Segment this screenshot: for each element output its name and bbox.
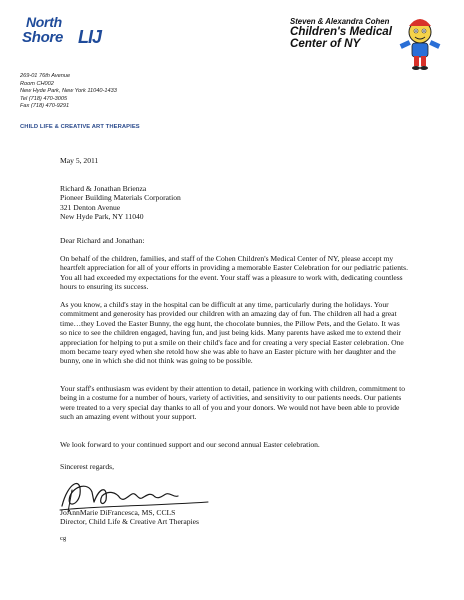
letter-paragraph: We look forward to your continued support and our second annual Easter celebration. xyxy=(60,440,320,449)
logo-word-shore: Shore xyxy=(22,29,64,46)
recipient-line: Richard & Jonathan Brienza xyxy=(60,184,147,193)
phone-line: Tel (718) 470-3005 xyxy=(20,95,68,102)
letter-paragraph: Your staff's enthusiasm was evident by their attention to detail, patience in working with children, commitment to being in a costume for a number of hours, variety of activities, and sensitivity to our patients needs. Our patients were treated to a very special day thanks to all of you and your donors. We would not have been able to provide such an amazing event without your support. xyxy=(60,384,406,422)
typist-initials: cg xyxy=(60,535,67,542)
letter-paragraph: On behalf of the children, families, and staff of the Cohen Children's Medical Center of NY, please accept my heartfelt appreciation for all of your efforts in providing a memorable Easter Celebration for our pediatric patients. You all had exceeded my expectations for the event. Your staff was a pleasure to work with, dedicating countless hours to ensuring its success. xyxy=(60,254,408,292)
address-line: New Hyde Park, New York 11040-1433 xyxy=(20,88,117,95)
address-line: Room CH002 xyxy=(20,80,54,87)
recipient-line: New Hyde Park, NY 11040 xyxy=(60,212,144,222)
signer-title: Director, Child Life & Creative Art Therapies xyxy=(60,517,199,527)
signer-name: JoAnnMarie DiFrancesca, MS, CCLS xyxy=(60,508,176,517)
signer-block xyxy=(60,508,199,527)
logo-word-lij: LIJ xyxy=(78,27,102,47)
salutation: Dear Richard and Jonathan: xyxy=(60,236,145,245)
department-name: CHILD LIFE & CREATIVE ART THERAPIES xyxy=(20,124,140,130)
north-shore-lij-logo xyxy=(18,14,118,56)
hospital-name-line1: Steven & Alexandra Cohen xyxy=(290,17,390,26)
recipient-line: 321 Denton Avenue xyxy=(60,202,121,212)
recipient-address xyxy=(60,184,181,222)
address-block xyxy=(20,73,117,111)
logo-word-north: North xyxy=(26,14,62,30)
letter-paragraph: As you know, a child's stay in the hospital can be difficult at any time, particularly during the holidays. Your commitment and generosity has provided our children with an amazing day of fun. The children all had a great time…they Loved the Easter Bunny, the egg hunt, the chocolate bunnies, the Pillow Pets, and the Gelato. It was so nice to see the children engaged, having fun, and just being kids. Many parents have asked me to extend their appreciation for helping to put a smile on their child's face and for creating a very special Easter celebration. One mom became teary eyed when she retold how she was able to have an Easter picture with her daughter and the bunny, one in which she did not think was going to be possible. xyxy=(60,300,404,366)
hospital-name-line2: Children's Medical xyxy=(290,25,392,38)
address-line: 269-01 76th Avenue xyxy=(20,73,71,79)
hospital-name xyxy=(290,17,400,50)
closing: Sincerest regards, xyxy=(60,462,114,471)
recipient-line: Pioneer Building Materials Corporation xyxy=(60,193,181,203)
fax-line: Fax (718) 470-9291 xyxy=(20,103,70,110)
mascot-icon xyxy=(394,12,446,74)
hospital-name-line3: Center of NY xyxy=(290,37,361,50)
letter-date: May 5, 2011 xyxy=(60,156,99,165)
